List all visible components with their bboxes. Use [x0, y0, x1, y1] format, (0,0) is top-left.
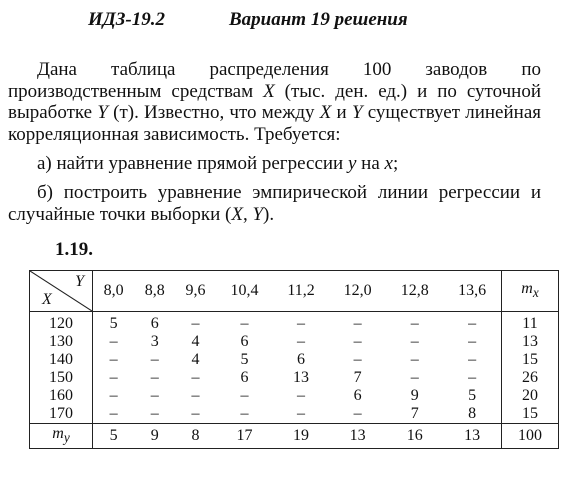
intro-var-x: X	[263, 80, 275, 102]
my-subscript: y	[63, 430, 70, 446]
frequency-cell: –	[468, 333, 477, 350]
assignment-code: ИДЗ-19.2	[88, 9, 166, 30]
y-value-header: 8,8	[134, 271, 175, 312]
frequency-cell: –	[468, 369, 477, 386]
frequency-cell: –	[109, 369, 118, 386]
my-cell: 13	[443, 424, 501, 449]
my-header	[30, 424, 93, 449]
my-cell: 9	[134, 424, 175, 449]
task-a-text-1: а) найти уравнение прямой регрессии	[37, 153, 348, 174]
frequency-cell: –	[410, 351, 419, 368]
mx-label: m	[521, 280, 533, 298]
y-value-header: 13,6	[443, 271, 501, 312]
frequency-cell: –	[468, 315, 477, 332]
task-a-var-x: x	[384, 153, 393, 174]
frequency-cell: –	[240, 405, 249, 422]
table-body	[30, 271, 559, 449]
frequency-cell: –	[297, 315, 306, 332]
frequency-cell: –	[468, 351, 477, 368]
frequency-cell: –	[109, 333, 118, 350]
frequency-cell: 9	[410, 387, 419, 404]
x-value-cell: 120	[30, 312, 93, 334]
frequency-cell: –	[410, 315, 419, 332]
x-value-cell: 140	[30, 351, 93, 369]
table-row	[30, 369, 559, 387]
frequency-cell: –	[410, 333, 419, 350]
frequency-cell: 7	[353, 369, 362, 386]
corner-y-label: Y	[75, 273, 84, 290]
my-cell: 17	[216, 424, 273, 449]
x-value-cell: 130	[30, 333, 93, 351]
frequency-cell: –	[240, 387, 249, 404]
frequency-cell: –	[109, 387, 118, 404]
task-a-var-y: y	[347, 153, 357, 174]
task-b-text-1: б) построить уравнение эмпирической линии регрессии и случайные точки выборки (	[8, 182, 541, 225]
problem-number: 1.19.	[55, 239, 93, 260]
mx-cell: 11	[502, 312, 559, 334]
frequency-cell: –	[109, 351, 118, 368]
frequency-cell: –	[150, 405, 159, 422]
y-value-header: 12,8	[386, 271, 443, 312]
intro-text-3: (т). Известно, что между	[107, 102, 320, 123]
frequency-cell: –	[410, 369, 419, 386]
my-cell: 5	[93, 424, 135, 449]
table-row	[30, 405, 559, 424]
intro-var-y: Y	[97, 102, 108, 123]
mx-cell: 20	[502, 387, 559, 405]
my-cell: 19	[273, 424, 329, 449]
corner-cell	[30, 271, 93, 312]
y-value-header: 12,0	[329, 271, 386, 312]
frequency-cell: –	[150, 351, 159, 368]
frequency-cell: –	[191, 369, 200, 386]
frequency-cell: –	[150, 387, 159, 404]
totals-row	[30, 424, 559, 449]
frequency-cell: 5	[468, 387, 477, 404]
frequency-cell: 7	[410, 405, 419, 422]
mx-cell: 26	[502, 369, 559, 387]
intro-text-4: и	[331, 102, 352, 123]
frequency-cell: 6	[150, 315, 159, 332]
frequency-cell: –	[191, 387, 200, 404]
x-value-cell: 160	[30, 387, 93, 405]
mx-subscript: x	[532, 285, 539, 301]
x-value-cell: 150	[30, 369, 93, 387]
frequency-cell: –	[240, 315, 249, 332]
frequency-cell: 4	[191, 351, 200, 368]
task-a-text-3: ;	[392, 153, 399, 174]
frequency-cell: 5	[240, 351, 249, 368]
y-value-header: 11,2	[273, 271, 329, 312]
corner-x-label: X	[42, 291, 52, 308]
frequency-cell: –	[109, 405, 118, 422]
table-row	[30, 351, 559, 369]
table-row	[30, 333, 559, 351]
y-value-header: 10,4	[216, 271, 273, 312]
my-cell: 16	[386, 424, 443, 449]
frequency-cell: –	[297, 387, 306, 404]
frequency-cell: –	[353, 405, 362, 422]
task-a-text-2: на	[356, 153, 385, 174]
y-value-header: 8,0	[93, 271, 135, 312]
problem-intro	[8, 59, 541, 145]
intro-text-1: Дана таблица распределения 100 заводов по производственным средствам	[8, 59, 541, 102]
task-b-text-3: ).	[263, 203, 275, 225]
frequency-cell: –	[150, 369, 159, 386]
distribution-table	[29, 270, 559, 449]
frequency-cell: –	[297, 333, 306, 350]
my-label: m	[52, 425, 64, 443]
mx-cell: 13	[502, 333, 559, 351]
mx-cell: 15	[502, 351, 559, 369]
frequency-cell: 6	[297, 351, 306, 368]
page-header	[0, 9, 585, 33]
frequency-cell: 5	[109, 315, 118, 332]
frequency-cell: 13	[293, 369, 310, 386]
frequency-cell: –	[297, 405, 306, 422]
variant-title: Вариант 19 решения	[229, 9, 408, 30]
x-value-cell: 170	[30, 405, 93, 424]
mx-header	[502, 271, 559, 312]
my-cell: 8	[175, 424, 216, 449]
table-header-row	[30, 271, 559, 312]
mx-cell: 15	[502, 405, 559, 424]
intro-text-2: (тыс. ден. ед.) и по суточной выработке	[8, 80, 541, 123]
task-b	[8, 182, 541, 225]
task-b-text-2: ,	[242, 203, 253, 225]
frequency-cell: 6	[240, 369, 249, 386]
frequency-cell: 3	[150, 333, 159, 350]
intro-var-y2: Y	[351, 102, 363, 123]
intro-var-x2: X	[319, 102, 332, 123]
frequency-cell: 6	[240, 333, 249, 350]
frequency-cell: –	[353, 351, 362, 368]
task-a	[8, 153, 541, 175]
frequency-cell: 8	[468, 405, 477, 422]
task-b-var-y: Y	[252, 203, 264, 225]
frequency-cell: –	[191, 405, 200, 422]
table-row	[30, 312, 559, 334]
task-b-var-x: X	[231, 203, 243, 225]
intro-text-5: существует линейная корреляционная зависимость. Требуется:	[8, 102, 541, 145]
total-cell: 100	[502, 424, 559, 449]
frequency-cell: 6	[353, 387, 362, 404]
y-value-header: 9,6	[175, 271, 216, 312]
frequency-cell: –	[353, 333, 362, 350]
frequency-cell: –	[191, 315, 200, 332]
my-cell: 13	[329, 424, 386, 449]
table-row	[30, 387, 559, 405]
frequency-cell: 4	[191, 333, 200, 350]
frequency-cell: –	[353, 315, 362, 332]
